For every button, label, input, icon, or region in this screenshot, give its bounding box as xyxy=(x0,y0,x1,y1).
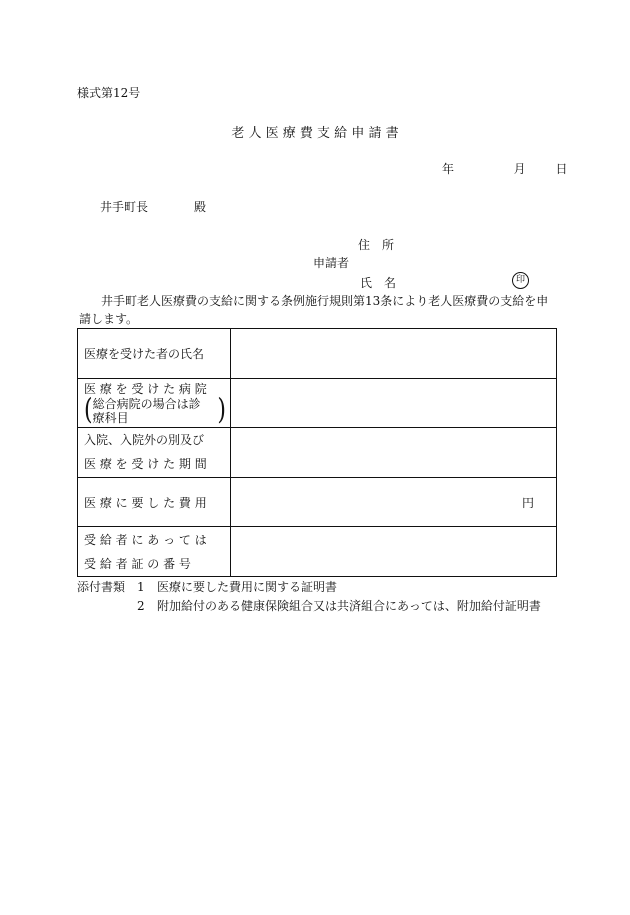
row-label-text: 医 療 に 要 し た 費 用 xyxy=(84,495,207,510)
row-label-text: 受 給 者 証 の 番 号 xyxy=(84,556,191,571)
row-label-text: 受 給 者 に あ っ て は xyxy=(84,532,207,547)
address-label: 住 所 xyxy=(358,238,395,252)
hospital-field[interactable] xyxy=(231,378,557,428)
yen-unit: 円 xyxy=(521,495,534,510)
table-row xyxy=(78,477,557,527)
attachment-text: 附加給付のある健康保険組合又は共済組合にあっては、附加給付証明書 xyxy=(157,599,541,613)
period-field[interactable] xyxy=(231,428,557,478)
recipient-suffix: 殿 xyxy=(194,200,207,214)
attachment-number: 1 xyxy=(137,580,145,594)
recipient-name: 井手町長 xyxy=(100,200,149,214)
bracket-line-1: 総合病院の場合は診 xyxy=(92,396,201,411)
row-label-hospital xyxy=(78,378,231,428)
date-line xyxy=(442,160,568,177)
table-row xyxy=(78,527,557,577)
row-label-certificate xyxy=(78,527,231,577)
attachment-number: 2 xyxy=(137,599,145,613)
row-label-text: 医療を受けた者の氏名 xyxy=(84,346,205,361)
year-label: 年 xyxy=(442,162,455,176)
list-item xyxy=(77,578,541,597)
table-row xyxy=(78,378,557,428)
document-title: 老 人 医 療 費 支 給 申 請 書 xyxy=(231,126,399,141)
table-row xyxy=(78,428,557,478)
name-label: 氏 名 xyxy=(360,276,397,290)
certificate-number-field[interactable] xyxy=(231,527,557,577)
attachments xyxy=(77,578,541,616)
attachments-heading: 添付書類 xyxy=(77,580,126,594)
row-label-text: 医 療 を 受 け た 期 間 xyxy=(84,457,207,472)
row-label-patient-name xyxy=(78,329,231,379)
day-label: 日 xyxy=(555,162,568,176)
row-label-text: 入院、入院外の別及び xyxy=(84,433,205,448)
seal-mark: 印 xyxy=(512,272,529,289)
table-row xyxy=(78,329,557,379)
month-label: 月 xyxy=(513,162,526,176)
row-label-period xyxy=(78,428,231,478)
row-label-text: 医 療 を 受 け た 病 院 xyxy=(84,381,207,396)
bracket-line-2: 療科目 xyxy=(92,410,129,425)
patient-name-field[interactable] xyxy=(231,329,557,379)
application-table xyxy=(77,328,557,577)
attachment-text: 医療に要した費用に関する証明書 xyxy=(157,580,338,594)
list-item xyxy=(77,597,541,616)
body-text: 井手町老人医療費の支給に関する条例施行規則第13条により老人医療費の支給を申請します。 xyxy=(79,294,549,326)
bracket-note: ( 総合病院の場合は診 療科目 ) xyxy=(84,393,226,427)
cost-field[interactable] xyxy=(231,477,557,527)
recipient xyxy=(100,198,206,215)
applicant-label: 申請者 xyxy=(313,256,350,270)
form-number: 様式第12号 xyxy=(77,86,141,100)
row-label-cost xyxy=(78,477,231,527)
